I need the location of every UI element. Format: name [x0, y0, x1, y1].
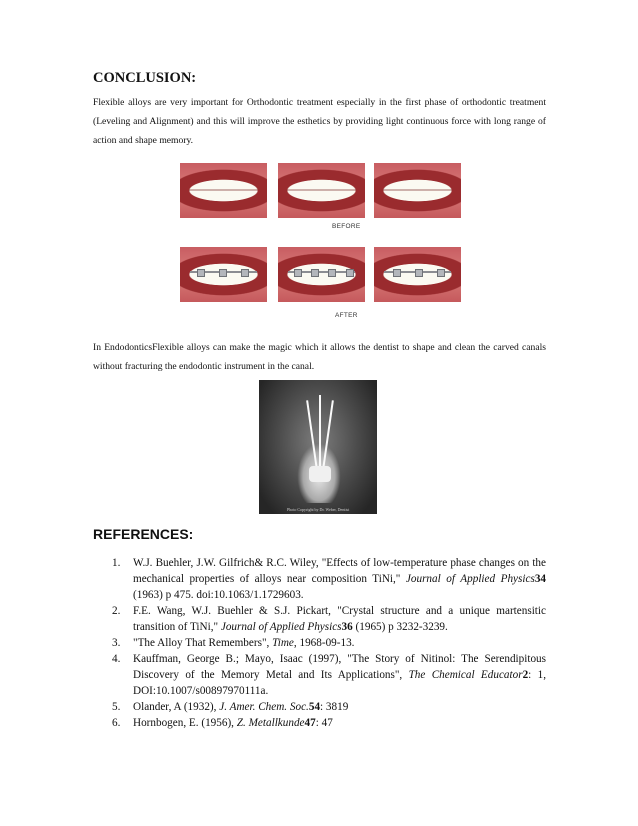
reference-tail: (1965) p 3232-3239. — [352, 621, 448, 633]
reference-text: Kauffman, George B.; Mayo, Isaac (1997), "The Story of Nitinol: The Serendipitous Discovery of the Memory Metal and Its Applications", — [133, 653, 546, 681]
references-list — [112, 555, 546, 731]
reference-text: "The Alloy That Remembers", — [133, 637, 273, 649]
reference-number: 3. — [112, 637, 121, 649]
before-photo-front — [278, 163, 365, 218]
reference-number: 4. — [112, 653, 121, 665]
reference-item — [112, 699, 546, 715]
reference-number: 2. — [112, 605, 121, 617]
reference-journal: Z. Metallkunde — [236, 717, 305, 729]
reference-volume: 54 — [308, 701, 321, 713]
reference-volume: 2 — [522, 669, 529, 681]
reference-tail: , 1968-09-13. — [293, 637, 355, 649]
reference-tail: : 47 — [315, 717, 333, 729]
reference-item — [112, 603, 546, 635]
reference-journal: J. Amer. Chem. Soc. — [219, 701, 309, 713]
reference-tail: (1963) p 475. doi:10.1063/1.1729603. — [133, 589, 304, 601]
references-heading: REFERENCES: — [93, 526, 194, 542]
before-photo-left — [374, 163, 461, 218]
before-after-photos — [180, 160, 465, 330]
reference-journal: Journal of Applied Physics — [220, 621, 342, 633]
conclusion-paragraph: Flexible alloys are very important for Orthodontic treatment especially in the first phase of orthodontic treatment (Leveling and Alignment) and this will improve the esthetics by providing light continuous force with long range of action and shape memory. — [93, 97, 546, 146]
after-photo-front — [278, 247, 365, 302]
reference-tail: : 3819 — [320, 701, 349, 713]
reference-item — [112, 555, 546, 603]
reference-text: Olander, A (1932), — [133, 701, 220, 713]
before-photo-right — [180, 163, 267, 218]
reference-item — [112, 715, 546, 731]
reference-number: 6. — [112, 717, 121, 729]
reference-item — [112, 635, 546, 651]
reference-journal: Journal of Applied Physics — [405, 573, 535, 585]
reference-text: F.E. Wang, W.J. Buehler & S.J. Pickart, "Crystal structure and a unique martensitic transition of TiNi," — [133, 605, 546, 633]
reference-text: Hornbogen, E. (1956), — [133, 717, 237, 729]
reference-volume: 36 — [341, 621, 353, 633]
conclusion-heading: CONCLUSION: — [93, 70, 197, 86]
reference-volume: 34 — [534, 573, 546, 585]
after-photo-left — [374, 247, 461, 302]
reference-journal: The Chemical Educator — [408, 669, 523, 681]
reference-number: 5. — [112, 701, 121, 713]
reference-journal: Time — [272, 637, 294, 649]
before-caption: BEFORE — [332, 223, 361, 230]
xray-credit: Photo Copyright by Dr. Weber, Dentist — [287, 507, 350, 512]
reference-volume: 47 — [304, 717, 316, 729]
reference-text: W.J. Buehler, J.W. Gilfrich& R.C. Wiley, "Effects of low-temperature phase changes on the mechanical properties of alloys near composition TiNi," — [133, 557, 546, 585]
endodontics-paragraph: In EndodonticsFlexible alloys can make the magic which it allows the dentist to shape and clean the carved canals without fracturing the endodontic instrument in the canal. — [93, 342, 546, 372]
after-caption: AFTER — [335, 312, 358, 319]
reference-number: 1. — [112, 557, 121, 569]
reference-tail: : 1, DOI:10.1007/s00897970111a. — [133, 669, 546, 697]
after-photo-right — [180, 247, 267, 302]
reference-item — [112, 651, 546, 699]
dental-xray-image — [259, 380, 377, 514]
